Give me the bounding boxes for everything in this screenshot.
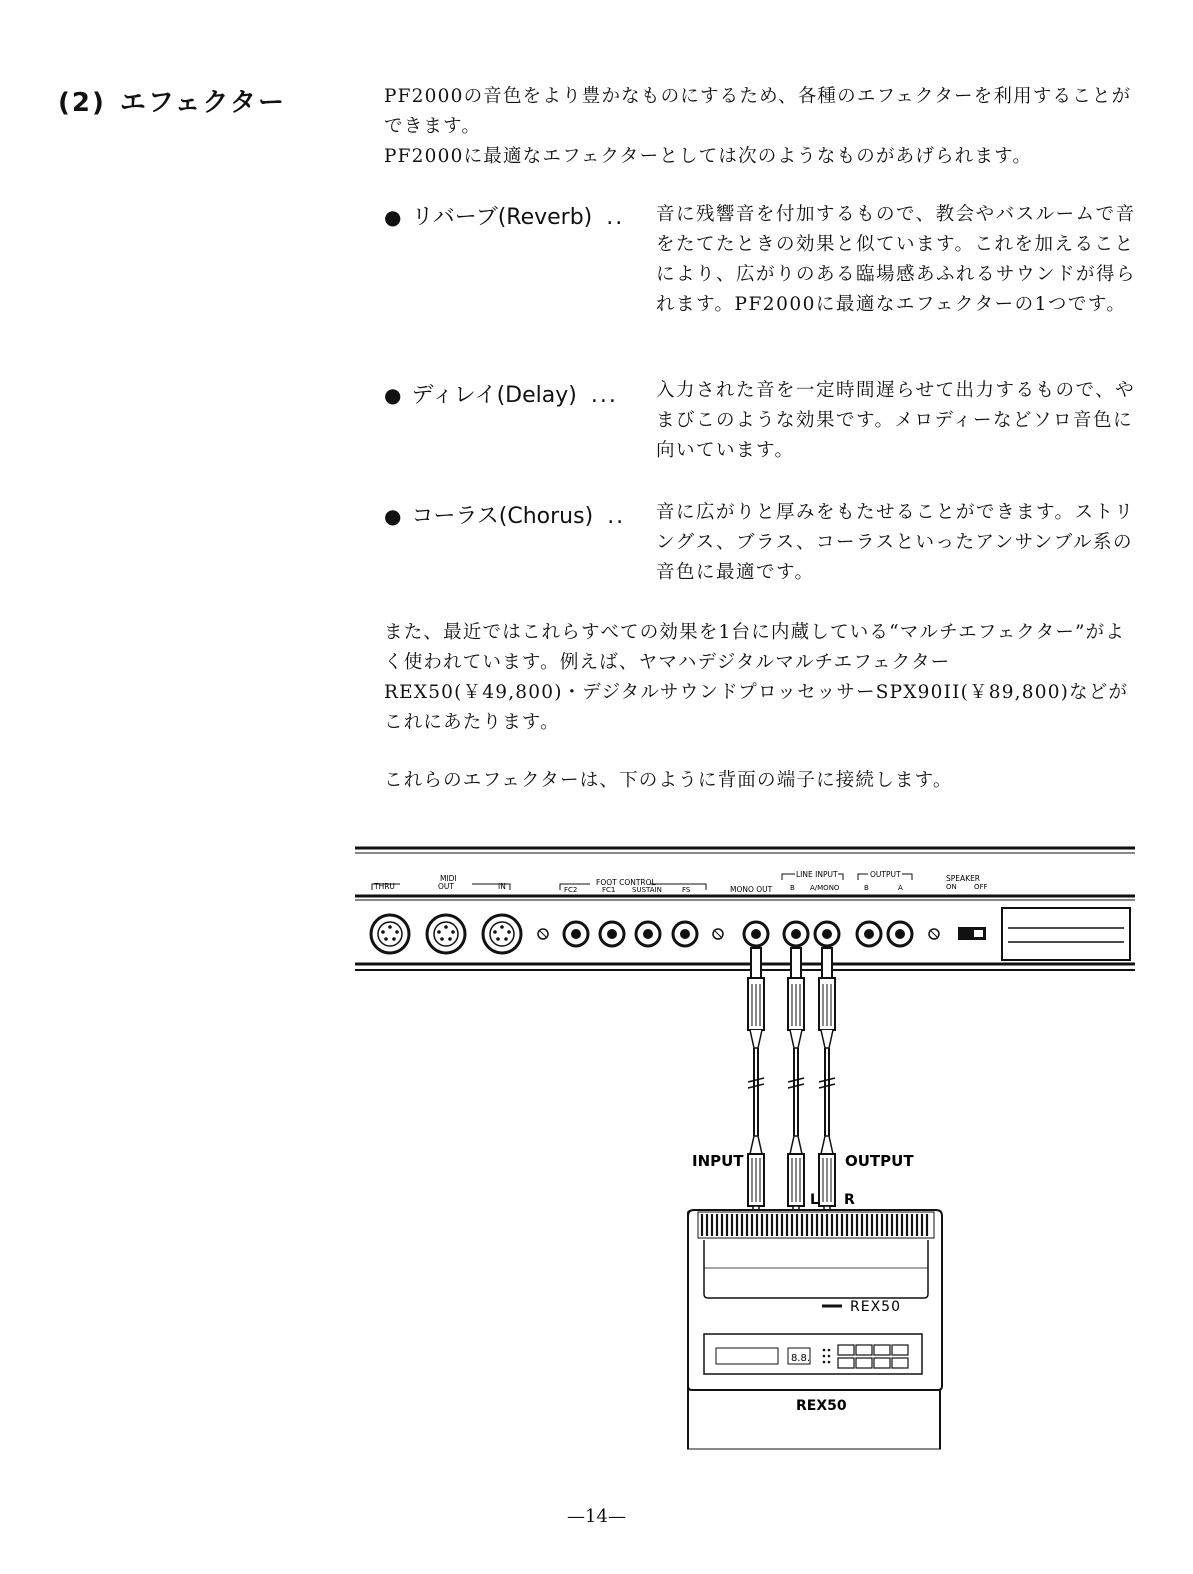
effect-label: リバーブ(Reverb) — [411, 205, 593, 230]
line-input-amono-label: A/MONO — [810, 884, 840, 892]
effect-delay-description: 入力された音を一定時間遅らせて出力するもので、やまびこのような効果です。メロディーなどソロ音色に向いています。 — [656, 380, 1136, 461]
fs-label: FS — [682, 886, 691, 894]
bullet-icon: ● — [384, 383, 402, 407]
speaker-label: SPEAKER — [946, 874, 981, 883]
multi-effector-paragraph: また、最近ではこれらすべての効果を1台に内蔵している“マルチエフェクター”がよく使われています。例えば、ヤマハデジタルマルチエフェクターREX50(￥49,800)・デジタルサウンドプロッセッサーSPX90II(￥89,800)などがこれにあたります。 — [384, 622, 1129, 733]
rex50-vent-grille — [698, 1212, 934, 1238]
page-number: —14— — [567, 1506, 626, 1527]
midi-in-label: IN — [498, 882, 506, 891]
effect-reverb-description: 音に残響音を付加するもので、教会やバスルームで音をたてたときの効果と似ています。これを加えることにより、広がりのある臨場感あふれるサウンドが得られます。PF2000に最適なエフェクターの1つです。 — [656, 204, 1137, 315]
section-title: エフェクター — [119, 88, 287, 118]
leader-dots: .. — [606, 205, 625, 230]
intro-paragraph-1: PF2000の音色をより豊かなものにするため、各種のエフェクターを利用することができます。 — [384, 86, 1132, 137]
midi-out-label: OUT — [438, 882, 454, 891]
speaker-on-label: ON — [946, 883, 957, 891]
fc2-label: FC2 — [564, 886, 578, 894]
bullet-icon: ● — [384, 504, 402, 528]
mono-out-label: MONO OUT — [730, 885, 773, 894]
left-channel-label: L — [810, 1192, 819, 1208]
fc1-label: FC1 — [602, 886, 616, 894]
rex50-caption: REX50 — [796, 1398, 847, 1414]
effect-chorus-description: 音に広がりと厚みをもたせることができます。ストリングス、ブラス、コーラスといったアンサンブル系の音色に最適です。 — [656, 502, 1135, 583]
leader-dots: ... — [590, 383, 618, 408]
sustain-label: SUSTAIN — [632, 886, 662, 894]
rex50-logo: REX50 — [850, 1299, 901, 1315]
rex50-front-panel — [704, 1334, 922, 1374]
intro-paragraph-2: PF2000に最適なエフェクターとしては次のようなものがあげられます。 — [384, 146, 1033, 167]
thru-label: THRU — [374, 882, 395, 891]
speaker-off-label: OFF — [974, 883, 988, 891]
bullet-icon: ● — [384, 205, 402, 229]
foot-control-label: FOOT CONTROL — [596, 878, 656, 887]
output-a-label: A — [898, 884, 903, 892]
line-input-b-label: B — [790, 884, 795, 892]
effect-label: コーラス(Chorus) — [411, 504, 594, 529]
line-input-label: LINE INPUT — [796, 870, 838, 879]
output-label: OUTPUT — [845, 1152, 914, 1170]
input-label: INPUT — [692, 1152, 744, 1170]
output-b-label: B — [864, 884, 869, 892]
midi-label: MIDI — [440, 874, 457, 883]
output-panel-label: OUTPUT — [870, 870, 901, 879]
right-channel-label: R — [844, 1192, 855, 1208]
effect-label: ディレイ(Delay) — [411, 383, 577, 408]
rex50-led-display: 8.8. — [791, 1353, 811, 1364]
leader-dots: .. — [607, 504, 626, 529]
section-number: (2) — [58, 88, 106, 118]
connection-note: これらのエフェクターは、下のように背面の端子に接続します。 — [384, 770, 953, 791]
